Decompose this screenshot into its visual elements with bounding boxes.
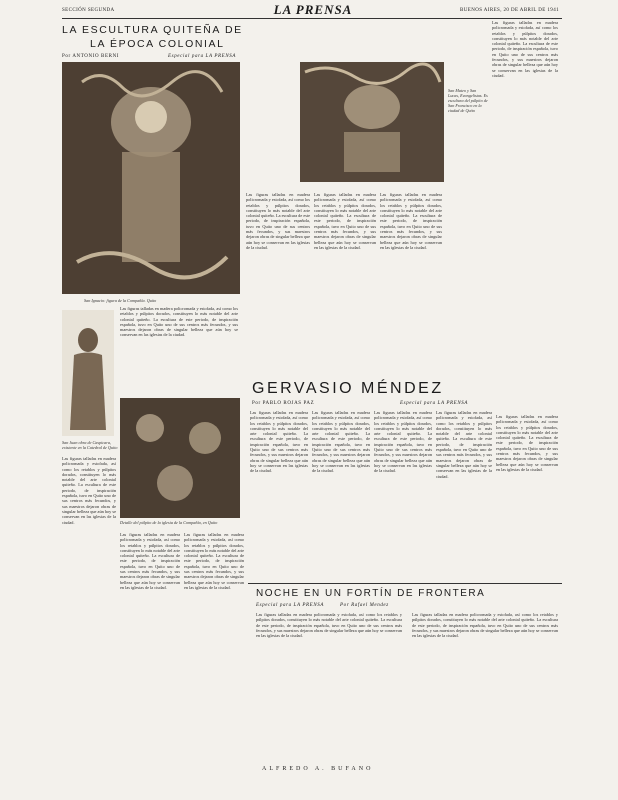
gervasio-text-col4: Las figuras talladas en madera policromada y estofada, así como los retablos y púlpitos dorados, constituyen lo más notable del arte colonial quiteño. La escultura de este periodo, de inspiración española, tuvo en Quito uno de sus centros más fecundos, y sus maestros dejaron obras de singular belleza que aún hoy se conservan en las iglesias de la ciudad. (436, 410, 492, 479)
article-title-line2: LA ÉPOCA COLONIAL (90, 38, 225, 50)
poem-signature: ALFREDO A. BUFANO (262, 766, 374, 772)
poem-text-col2: Las figuras talladas en madera policromada y estofada, así como los retablos y púlpitos dorados, constituyen lo más notable del arte colonial quiteño. La escultura de este periodo, de inspiración española, tuvo en Quito uno de sus centros más fecundos, y sus maestros dejaron obras de singular belleza que aún hoy se conservan en las iglesias de la ciudad. (412, 612, 558, 639)
article-title-line1: LA ESCULTURA QUITEÑA DE (62, 24, 243, 36)
photo-pulpito (120, 398, 240, 518)
article-text-col4: Las figuras talladas en madera policromada y estofada, así como los retablos y púlpitos dorados, constituyen lo más notable del arte colonial quiteño. La escultura de este periodo, de inspiración española, tuvo en Quito uno de sus centros más fecundos, y sus maestros dejaron obras de singular belleza que aún hoy se conservan en las iglesias de la ciudad. (380, 192, 442, 250)
gervasio-title: GERVASIO MÉNDEZ (252, 380, 444, 397)
article-text-col-right: Las figuras talladas en madera policromada y estofada, así como los retablos y púlpitos dorados, constituyen lo más notable del arte colonial quiteño. La escultura de este periodo, de inspiración española, tuvo en Quito uno de sus centros más fecundos, y sus maestros dejaron obras de singular belleza que aún hoy se conservan en las iglesias de la ciudad. (492, 20, 558, 78)
gervasio-special: Especial para LA PRENSA (400, 401, 469, 406)
article-text-col1e: Las figuras talladas en madera policromada y estofada, así como los retablos y púlpitos dorados, constituyen lo más notable del arte colonial quiteño. La escultura de este periodo, de inspiración española, tuvo en Quito uno de sus centros más fecundos, y sus maestros dejaron obras de singular belleza que aún hoy se conservan en las iglesias de la ciudad. (184, 532, 244, 590)
article-special: Especial para LA PRENSA (168, 54, 237, 59)
article-text-col2: Las figuras talladas en madera policromada y estofada, así como los retablos y púlpitos dorados, constituyen lo más notable del arte colonial quiteño. La escultura de este periodo, de inspiración española, tuvo en Quito uno de sus centros más fecundos, y sus maestros dejaron obras de singular belleza que aún hoy se conservan en las iglesias de la ciudad. (246, 192, 310, 250)
poem-sub: Por Rafael Mendez (340, 603, 389, 608)
gervasio-text-col1: Las figuras talladas en madera policromada y estofada, así como los retablos y púlpitos dorados, constituyen lo más notable del arte colonial quiteño. La escultura de este periodo, de inspiración española, tuvo en Quito uno de sus centros más fecundos, y sus maestros dejaron obras de singular belleza que aún hoy se conservan en las iglesias de la ciudad. (250, 410, 308, 474)
photo-san-mateo (300, 62, 444, 182)
poem-text-col1: Las figuras talladas en madera policromada y estofada, así como los retablos y púlpitos dorados, constituyen lo más notable del arte colonial quiteño. La escultura de este periodo, de inspiración española, tuvo en Quito uno de sus centros más fecundos, y sus maestros dejaron obras de singular belleza que aún hoy se conservan en las iglesias de la ciudad. (256, 612, 402, 639)
gervasio-byline: Por PABLO ROJAS PAZ (252, 401, 315, 406)
article-text-col3: Las figuras talladas en madera policromada y estofada, así como los retablos y púlpitos dorados, constituyen lo más notable del arte colonial quiteño. La escultura de este periodo, de inspiración española, tuvo en Quito uno de sus centros más fecundos, y sus maestros dejaron obras de singular belleza que aún hoy se conservan en las iglesias de la ciudad. (314, 192, 376, 250)
article-text-col1d: Las figuras talladas en madera policromada y estofada, así como los retablos y púlpitos dorados, constituyen lo más notable del arte colonial quiteño. La escultura de este periodo, de inspiración española, tuvo en Quito uno de sus centros más fecundos, y sus maestros dejaron obras de singular belleza que aún hoy se conservan en las iglesias de la ciudad. (120, 532, 180, 590)
section-label: SECCIÓN SEGUNDA (62, 8, 115, 13)
caption-san-juan: San Juan obra de Caspicara, existente en la Catedral de Quito (62, 440, 118, 450)
article-text-col1b: Las figuras talladas en madera policromada y estofada, así como los retablos y púlpitos dorados, constituyen lo más notable del arte colonial quiteño. La escultura de este periodo, de inspiración española, tuvo en Quito uno de sus centros más fecundos, y sus maestros dejaron obras de singular belleza que aún hoy se conservan en las iglesias de la ciudad. (120, 306, 238, 338)
masthead: LA PRENSA (273, 2, 353, 17)
photo-san-juan (62, 310, 114, 436)
caption-san-mateo: San Mateo y San Lucas, Evangelistas. Es escultura del púlpito de San Francisco en la ciudad de Quito (448, 88, 488, 113)
article-text-col1c: Las figuras talladas en madera policromada y estofada, así como los retablos y púlpitos dorados, constituyen lo más notable del arte colonial quiteño. La escultura de este periodo, de inspiración española, tuvo en Quito uno de sus centros más fecundos, y sus maestros dejaron obras de singular belleza que aún hoy se conservan en las iglesias de la ciudad. (62, 456, 116, 525)
header-rule (62, 18, 562, 19)
issue-date: BUENOS AIRES, 20 DE ABRIL DE 1941 (460, 8, 559, 13)
gervasio-text-col3: Las figuras talladas en madera policromada y estofada, así como los retablos y púlpitos dorados, constituyen lo más notable del arte colonial quiteño. La escultura de este periodo, de inspiración española, tuvo en Quito uno de sus centros más fecundos, y sus maestros dejaron obras de singular belleza que aún hoy se conservan en las iglesias de la ciudad. (374, 410, 432, 474)
gervasio-text-col5: Las figuras talladas en madera policromada y estofada, así como los retablos y púlpitos dorados, constituyen lo más notable del arte colonial quiteño. La escultura de este periodo, de inspiración española, tuvo en Quito uno de sus centros más fecundos, y sus maestros dejaron obras de singular belleza que aún hoy se conservan en las iglesias de la ciudad. (496, 414, 558, 472)
caption-pulpito: Detalle del púlpito de la iglesia de la Compañía, en Quito (120, 520, 218, 525)
photo-san-ignacio (62, 62, 240, 294)
poem-special: Especial para LA PRENSA (256, 603, 325, 608)
poem-rule (248, 583, 562, 584)
article-byline: Por ANTONIO BERNI (62, 54, 120, 59)
caption-san-ignacio: San Ignacio: figura de la Compañía. Quito (84, 298, 157, 303)
gervasio-text-col2: Las figuras talladas en madera policromada y estofada, así como los retablos y púlpitos dorados, constituyen lo más notable del arte colonial quiteño. La escultura de este periodo, de inspiración española, tuvo en Quito uno de sus centros más fecundos, y sus maestros dejaron obras de singular belleza que aún hoy se conservan en las iglesias de la ciudad. (312, 410, 370, 474)
poem-title: NOCHE EN UN FORTÍN DE FRONTERA (256, 588, 486, 599)
